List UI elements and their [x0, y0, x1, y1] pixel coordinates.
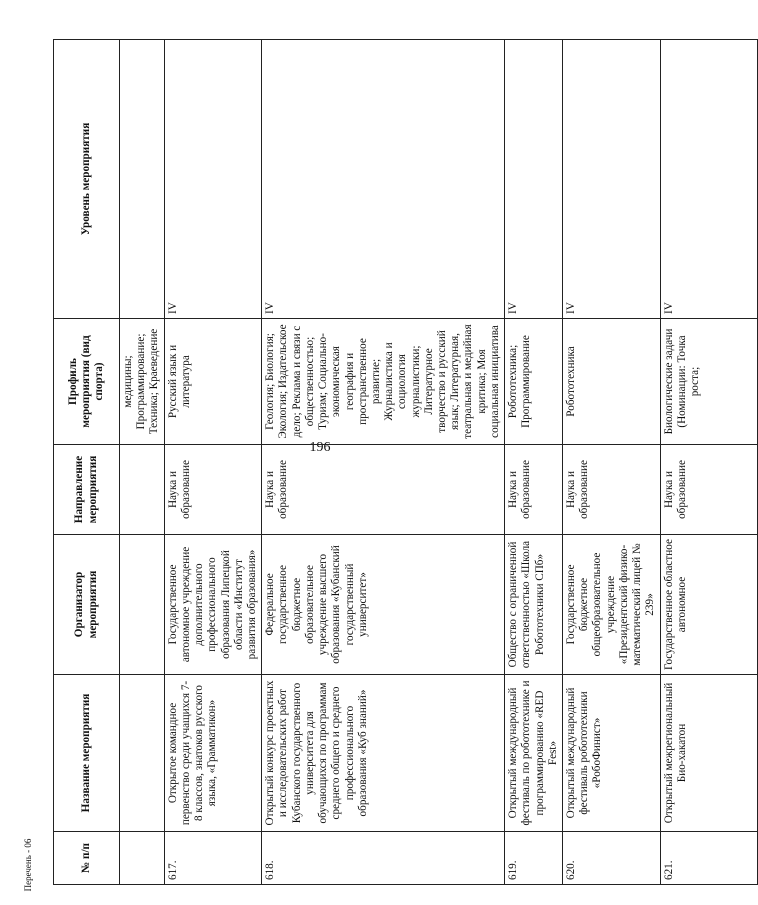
cell-level: IV [262, 40, 505, 319]
cell-level: IV [164, 40, 262, 319]
header-profile: Профиль мероприятия (вид спорта) [54, 319, 120, 445]
cell-event-name: Открытый межрегиональный Био-хакатон [660, 675, 757, 832]
cell-event-name: Открытое командное первенство среди учащихся 7-8 классов, знатоков русского языка, «Грамматикон» [164, 675, 262, 832]
cell-profile: Биологические задачи (Номинации: Точка роста; [660, 319, 757, 445]
cell-number: 617. [164, 832, 262, 885]
cell-empty [120, 675, 165, 832]
cell-organizer: Государственное бюджетное общеобразовательное учреждение «Президентский физико-математический лицей № 239» [563, 535, 661, 675]
table-container [53, 40, 701, 885]
header-level: Уровень мероприятия [54, 40, 120, 319]
cell-number: 618. [262, 832, 505, 885]
cell-organizer: Государственное областное автономное [660, 535, 757, 675]
cell-empty [120, 445, 165, 535]
cell-number: 620. [563, 832, 661, 885]
events-table [53, 39, 758, 885]
cell-level: IV [505, 40, 563, 319]
cell-organizer: Государственное автономное учреждение дополнительного профессионального образования Липецкой области «Институт развития образования» [164, 535, 262, 675]
footer-note [20, 830, 36, 900]
cell-profile: Русский язык и литература [164, 319, 262, 445]
cell-level: IV [563, 40, 661, 319]
cell-profile: медицины; Программирование; Техника; Краеведение [120, 319, 165, 445]
page-number: 196 [309, 440, 331, 455]
table-row [660, 40, 757, 885]
cell-direction: Наука и образование [505, 445, 563, 535]
header-event-name: Название мероприятия [54, 675, 120, 832]
cell-organizer: Общество с ограниченной ответственностью «Школа Робототехники СПб» [505, 535, 563, 675]
cell-number: 621. [660, 832, 757, 885]
cell-profile: Геология; Биология; Экология; Издательское дело; Реклама и связи с общественностью; Туризм; Социально-экономическая география и пространственное развитие; Журналистика и социология журналистики; Литературное творчество и русский язык; Литературная, театральная и медийная критика; Моя социальная инициатива [262, 319, 505, 445]
header-number: № п/п [54, 832, 120, 885]
table-row [563, 40, 661, 885]
cell-direction: Наука и образование [164, 445, 262, 535]
cell-event-name: Открытый международный фестиваль робототехники «РобоФинист» [563, 675, 661, 832]
footer-text: Перечень - 06 [23, 838, 33, 892]
cell-organizer: Федеральное государственное бюджетное образовательное учреждение высшего образования «Кубанский государственный университет» [262, 535, 505, 675]
header-organizer: Организатор мероприятия [54, 535, 120, 675]
cell-direction: Наука и образование [660, 445, 757, 535]
table-row [164, 40, 262, 885]
cell-profile: Робототехника [563, 319, 661, 445]
header-direction: Направление мероприятия [54, 445, 120, 535]
table-row-continuation [120, 40, 165, 885]
cell-event-name: Открытый конкурс проектных и исследовательских работ Кубанского государственного университета для обучающихся по программам среднего общего и среднего профессионального образования «Куб знаний» [262, 675, 505, 832]
cell-event-name: Открытый международный фестиваль по робототехнике и программированию «RED Fest» [505, 675, 563, 832]
table-row [262, 40, 505, 885]
cell-level: IV [660, 40, 757, 319]
cell-direction: Наука и образование [262, 445, 505, 535]
cell-empty [120, 40, 165, 319]
cell-number: 619. [505, 832, 563, 885]
header-row [54, 40, 120, 885]
cell-empty [120, 535, 165, 675]
cell-empty [120, 832, 165, 885]
cell-direction: Наука и образование [563, 445, 661, 535]
cell-profile: Робототехника; Программирование [505, 319, 563, 445]
table-row [505, 40, 563, 885]
